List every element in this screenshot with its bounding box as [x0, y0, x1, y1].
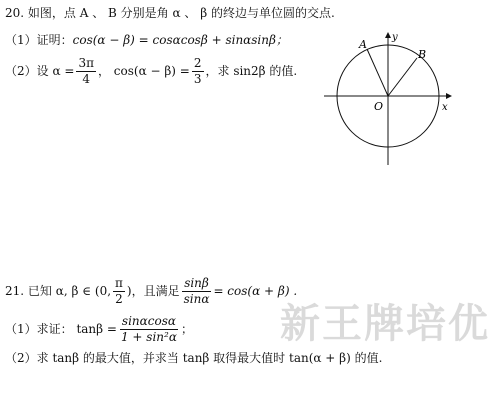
q20-part1-formula: cos(α − β) = cosαcosβ + sinαsinβ； — [72, 33, 288, 47]
q20-part2 — [5, 56, 297, 86]
q20-part2-mid: ， cos(α − β) = — [97, 64, 190, 78]
ray-oa — [367, 49, 388, 96]
q21-stem-lead: 21. 已知 α, β ∈ (0, — [5, 284, 112, 298]
q21-pi-numerator: π — [115, 275, 123, 290]
q21-sin-numerator: sinβ — [184, 275, 209, 290]
q20-cos-fraction — [192, 57, 204, 85]
q20-stem-text: 20. 如图，点 A 、 B 分别是角 α 、 β 的终边与单位圆的交点. — [5, 6, 335, 20]
q21-part2 — [5, 352, 382, 364]
label-a: A — [359, 38, 367, 51]
q20-alpha-numerator: 3π — [78, 55, 94, 70]
q20-alpha-denominator: 4 — [82, 71, 91, 86]
q20-part2-tail: ，求 sin2β 的值. — [205, 64, 298, 78]
q20-cos-denominator: 3 — [193, 71, 202, 86]
q21-part1 — [5, 313, 193, 345]
q21-tan-fraction — [119, 315, 179, 343]
q21-stem — [5, 275, 297, 307]
q21-stem-tail: = cos(α + β) . — [213, 284, 298, 298]
q21-part1-tail: ； — [180, 322, 193, 336]
q20-alpha-fraction — [76, 57, 96, 85]
q21-part1-lead: （1）求证： tanβ = — [5, 322, 117, 336]
q20-part1 — [5, 34, 288, 46]
unit-circle-figure — [322, 30, 454, 170]
ray-ob — [388, 58, 417, 96]
q21-part2-text: （2）求 tanβ 的最大值，并求当 tanβ 取得最大值时 tan(α + β) 的值. — [5, 351, 383, 365]
x-axis-arrow — [446, 93, 452, 99]
label-o: O — [374, 100, 384, 113]
q21-tan-denominator: 1 + sin²α — [120, 329, 177, 344]
label-y: y — [392, 32, 398, 43]
y-axis-arrow — [385, 32, 391, 38]
q20-stem — [5, 7, 335, 19]
q21-sin-denominator: sinα — [183, 291, 210, 306]
q21-pi-fraction — [113, 277, 125, 305]
q20-cos-numerator: 2 — [193, 55, 202, 70]
q20-part2-lead: （2）设 α = — [5, 64, 75, 78]
q21-tan-numerator: sinαcosα — [121, 313, 176, 328]
q21-stem-mid: )，且满足 — [126, 284, 180, 298]
label-b: B — [418, 48, 427, 61]
watermark: 新王牌培优 — [280, 301, 490, 347]
q21-pi-denominator: 2 — [115, 291, 123, 306]
q20-part1-lead: （1）证明： — [5, 33, 73, 47]
q21-sin-fraction — [182, 277, 212, 305]
label-x: x — [442, 102, 448, 113]
